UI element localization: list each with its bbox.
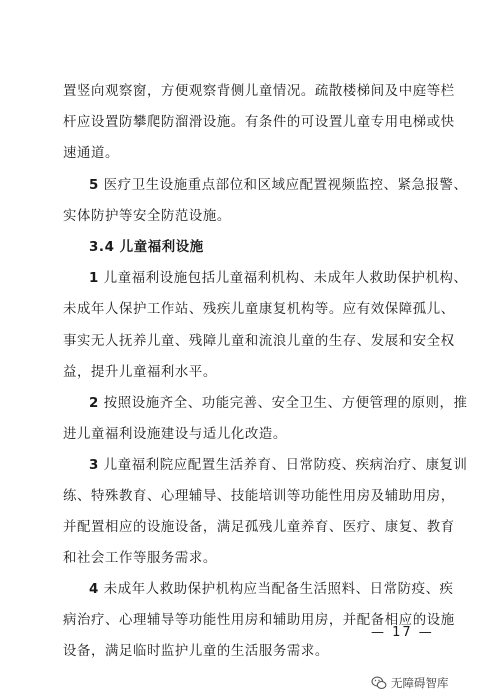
item-number: 3 <box>89 458 99 473</box>
watermark-text: 无障碍智库 <box>391 676 449 690</box>
text-line: 并配置相应的设施设备，满足孤残儿童养育、医疗、康复、教育 <box>63 520 455 535</box>
watermark <box>371 674 449 692</box>
section-heading: 3.4 儿童福利设施 <box>89 240 204 255</box>
text-line: 实体防护等安全防范设施。 <box>63 209 231 224</box>
text-line: 未成年人保护工作站、残疾儿童康复机构等。应有效保障孤儿、 <box>63 302 455 317</box>
text-line: 医疗卫生设施重点部位和区域应配置视频监控、紧急报警、 <box>103 178 468 193</box>
paragraph-4-rescue <box>89 582 454 598</box>
text-line: 进儿童福利设施建设与适儿化改造。 <box>63 427 287 442</box>
item-number: 2 <box>89 396 99 411</box>
item-number: 5 <box>89 178 99 193</box>
text-line: 儿童福利设施包括儿童福利机构、未成年人救助保护机构、 <box>103 271 468 286</box>
text-line: 和社会工作等服务需求。 <box>63 551 217 566</box>
text-line: 益，提升儿童福利水平。 <box>63 365 217 380</box>
paragraph-5-medical <box>89 178 468 194</box>
paragraph-2-principles <box>89 396 468 412</box>
text-line: 设备，满足临时监护儿童的生活服务需求。 <box>63 644 329 659</box>
text-line: 儿童福利院应配置生活养育、日常防疫、疾病治疗、康复训 <box>103 458 468 473</box>
paragraph-3-welfare-home <box>89 458 468 474</box>
text-line: 速通道。 <box>63 146 119 161</box>
item-number: 4 <box>89 582 99 597</box>
text-line: 按照设施齐全、功能完善、安全卫生、方便管理的原则，推 <box>103 396 468 411</box>
page-number: — 17 — <box>371 625 434 640</box>
text-line: 练、特殊教育、心理辅导、技能培训等功能性用房及辅助用房， <box>63 489 455 504</box>
text-line: 事实无人抚养儿童、残障儿童和流浪儿童的生存、发展和安全权 <box>63 334 455 349</box>
text-line: 置竖向观察窗，方便观察背侧儿童情况。疏散楼梯间及中庭等栏 <box>63 84 455 99</box>
text-line: 病治疗、心理辅导等功能性用房和辅助用房，并配备相应的设施 <box>63 613 455 628</box>
item-number: 1 <box>89 271 99 286</box>
text-line: 杆应设置防攀爬防溜滑设施。有条件的可设置儿童专用电梯或快 <box>63 115 455 130</box>
paragraph-1-welfare <box>89 271 468 287</box>
wechat-icon <box>371 675 387 691</box>
text-line: 未成年人救助保护机构应当配备生活照料、日常防疫、疾 <box>103 582 454 597</box>
